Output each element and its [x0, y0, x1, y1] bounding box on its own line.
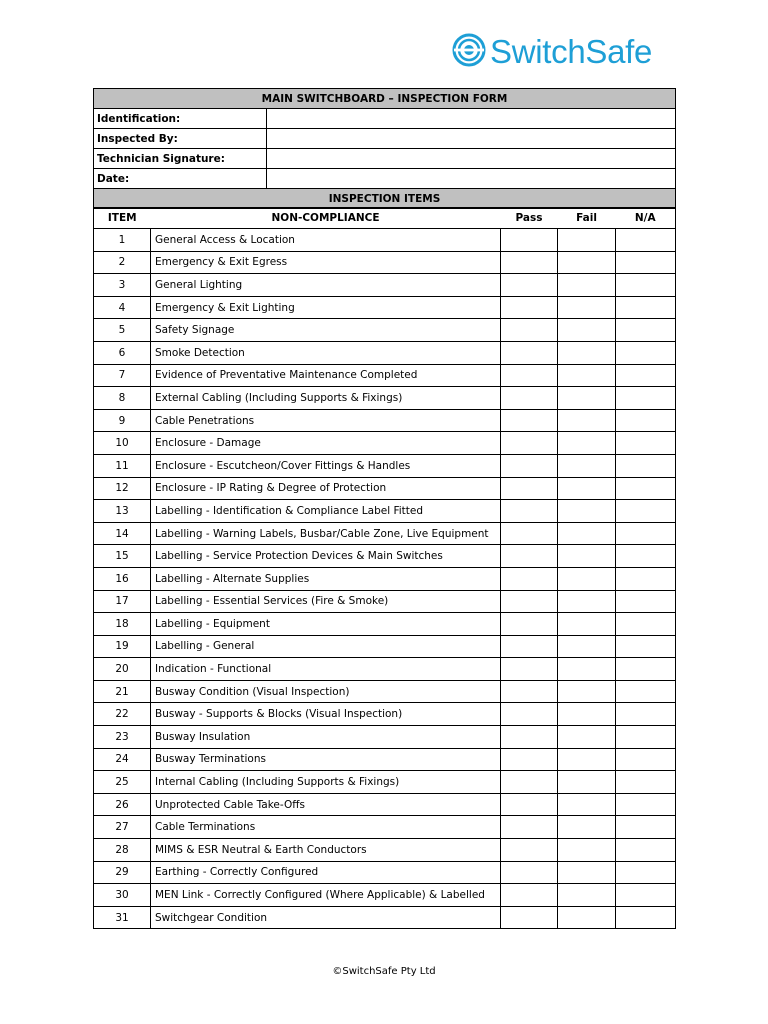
na-cell[interactable]: [616, 906, 676, 929]
date-field[interactable]: [267, 169, 676, 189]
na-cell[interactable]: [616, 341, 676, 364]
inspection-items-table: [93, 207, 676, 929]
item-number: 3: [94, 274, 151, 297]
na-cell[interactable]: [616, 229, 676, 252]
fail-cell[interactable]: [558, 274, 616, 297]
pass-cell[interactable]: [501, 906, 558, 929]
fail-cell[interactable]: [558, 590, 616, 613]
fail-column-header: Fail: [558, 208, 616, 229]
pass-cell[interactable]: [501, 567, 558, 590]
item-description: Enclosure - IP Rating & Degree of Protection: [151, 477, 501, 500]
item-description: Internal Cabling (Including Supports & Fixings): [151, 771, 501, 794]
na-cell[interactable]: [616, 884, 676, 907]
item-number: 25: [94, 771, 151, 794]
item-description: Enclosure - Escutcheon/Cover Fittings & Handles: [151, 454, 501, 477]
na-cell[interactable]: [616, 364, 676, 387]
table-row: [94, 454, 676, 477]
na-cell[interactable]: [616, 839, 676, 862]
item-description: Busway Terminations: [151, 748, 501, 771]
item-number: 10: [94, 432, 151, 455]
pass-cell[interactable]: [501, 432, 558, 455]
table-row: [94, 884, 676, 907]
pass-cell[interactable]: [501, 545, 558, 568]
item-description: Labelling - Warning Labels, Busbar/Cable Zone, Live Equipment: [151, 522, 501, 545]
item-number: 22: [94, 703, 151, 726]
pass-cell[interactable]: [501, 296, 558, 319]
fail-cell[interactable]: [558, 906, 616, 929]
item-description: Unprotected Cable Take-Offs: [151, 793, 501, 816]
na-cell[interactable]: [616, 748, 676, 771]
table-row: [94, 545, 676, 568]
pass-cell[interactable]: [501, 748, 558, 771]
pass-cell[interactable]: [501, 590, 558, 613]
fail-cell[interactable]: [558, 341, 616, 364]
na-cell[interactable]: [616, 680, 676, 703]
fail-cell[interactable]: [558, 432, 616, 455]
inspection-form-header: [93, 88, 676, 209]
item-column-header: ITEM: [94, 208, 151, 229]
table-row: [94, 274, 676, 297]
pass-cell[interactable]: [501, 658, 558, 681]
table-row: [94, 522, 676, 545]
item-description: Enclosure - Damage: [151, 432, 501, 455]
table-row: [94, 748, 676, 771]
table-row: [94, 839, 676, 862]
item-description: Busway Insulation: [151, 726, 501, 749]
item-description: Indication - Functional: [151, 658, 501, 681]
pass-cell[interactable]: [501, 816, 558, 839]
fail-cell[interactable]: [558, 364, 616, 387]
item-number: 30: [94, 884, 151, 907]
table-row: [94, 364, 676, 387]
table-row: [94, 590, 676, 613]
item-number: 29: [94, 861, 151, 884]
na-cell[interactable]: [616, 635, 676, 658]
na-cell[interactable]: [616, 726, 676, 749]
na-cell[interactable]: [616, 771, 676, 794]
na-cell[interactable]: [616, 454, 676, 477]
table-row: [94, 500, 676, 523]
fail-cell[interactable]: [558, 500, 616, 523]
pass-cell[interactable]: [501, 703, 558, 726]
na-cell[interactable]: [616, 274, 676, 297]
pass-cell[interactable]: [501, 319, 558, 342]
item-number: 24: [94, 748, 151, 771]
pass-cell[interactable]: [501, 500, 558, 523]
na-cell[interactable]: [616, 793, 676, 816]
table-row: [94, 296, 676, 319]
na-cell[interactable]: [616, 500, 676, 523]
brand-logo: [452, 30, 652, 74]
table-row: [94, 387, 676, 410]
na-cell[interactable]: [616, 477, 676, 500]
item-number: 15: [94, 545, 151, 568]
item-number: 17: [94, 590, 151, 613]
fail-cell[interactable]: [558, 861, 616, 884]
pass-cell[interactable]: [501, 364, 558, 387]
item-number: 28: [94, 839, 151, 862]
section-title: INSPECTION ITEMS: [94, 189, 676, 209]
pass-cell[interactable]: [501, 861, 558, 884]
pass-cell[interactable]: [501, 387, 558, 410]
fail-cell[interactable]: [558, 703, 616, 726]
fail-cell[interactable]: [558, 296, 616, 319]
table-row: [94, 861, 676, 884]
na-cell[interactable]: [616, 545, 676, 568]
na-cell[interactable]: [616, 658, 676, 681]
na-cell[interactable]: [616, 432, 676, 455]
fail-cell[interactable]: [558, 658, 616, 681]
table-row: [94, 658, 676, 681]
fail-cell[interactable]: [558, 477, 616, 500]
table-row: [94, 680, 676, 703]
item-number: 11: [94, 454, 151, 477]
item-number: 6: [94, 341, 151, 364]
pass-cell[interactable]: [501, 454, 558, 477]
identification-field[interactable]: [267, 109, 676, 129]
item-description: Labelling - Service Protection Devices & Main Switches: [151, 545, 501, 568]
na-cell[interactable]: [616, 613, 676, 636]
item-description: Labelling - Equipment: [151, 613, 501, 636]
form-title: MAIN SWITCHBOARD – INSPECTION FORM: [94, 89, 676, 109]
na-cell[interactable]: [616, 296, 676, 319]
item-number: 8: [94, 387, 151, 410]
na-cell[interactable]: [616, 703, 676, 726]
na-cell[interactable]: [616, 861, 676, 884]
na-cell[interactable]: [616, 251, 676, 274]
table-row: [94, 432, 676, 455]
table-row: [94, 229, 676, 252]
brand-name: SwitchSafe: [490, 33, 653, 70]
item-description: Labelling - General: [151, 635, 501, 658]
item-number: 1: [94, 229, 151, 252]
pass-cell[interactable]: [501, 680, 558, 703]
fail-cell[interactable]: [558, 522, 616, 545]
na-cell[interactable]: [616, 387, 676, 410]
item-description: Cable Terminations: [151, 816, 501, 839]
items-header-row: [94, 208, 676, 229]
pass-cell[interactable]: [501, 522, 558, 545]
fail-cell[interactable]: [558, 748, 616, 771]
technician-signature-label: Technician Signature:: [94, 149, 267, 169]
fail-cell[interactable]: [558, 387, 616, 410]
table-row: [94, 816, 676, 839]
item-number: 14: [94, 522, 151, 545]
pass-cell[interactable]: [501, 409, 558, 432]
concentric-circles-icon: [452, 33, 486, 71]
fail-cell[interactable]: [558, 680, 616, 703]
fail-cell[interactable]: [558, 229, 616, 252]
fail-cell[interactable]: [558, 251, 616, 274]
item-description: Evidence of Preventative Maintenance Completed: [151, 364, 501, 387]
table-row: [94, 906, 676, 929]
item-number: 31: [94, 906, 151, 929]
pass-cell[interactable]: [501, 793, 558, 816]
item-description: Labelling - Essential Services (Fire & Smoke): [151, 590, 501, 613]
pass-column-header: Pass: [501, 208, 558, 229]
pass-cell[interactable]: [501, 251, 558, 274]
na-cell[interactable]: [616, 319, 676, 342]
item-description: Switchgear Condition: [151, 906, 501, 929]
na-cell[interactable]: [616, 409, 676, 432]
table-row: [94, 567, 676, 590]
na-cell[interactable]: [616, 816, 676, 839]
table-row: [94, 771, 676, 794]
technician-signature-field[interactable]: [267, 149, 676, 169]
table-row: [94, 726, 676, 749]
item-number: 4: [94, 296, 151, 319]
item-number: 16: [94, 567, 151, 590]
na-cell[interactable]: [616, 522, 676, 545]
table-row: [94, 477, 676, 500]
item-description: General Lighting: [151, 274, 501, 297]
item-number: 18: [94, 613, 151, 636]
pass-cell[interactable]: [501, 839, 558, 862]
pass-cell[interactable]: [501, 884, 558, 907]
pass-cell[interactable]: [501, 477, 558, 500]
pass-cell[interactable]: [501, 613, 558, 636]
item-description: Emergency & Exit Egress: [151, 251, 501, 274]
pass-cell[interactable]: [501, 635, 558, 658]
pass-cell[interactable]: [501, 341, 558, 364]
item-number: 7: [94, 364, 151, 387]
table-row: [94, 409, 676, 432]
footer-copyright: ©SwitchSafe Pty Ltd: [332, 966, 436, 977]
pass-cell[interactable]: [501, 771, 558, 794]
item-description: Cable Penetrations: [151, 409, 501, 432]
fail-cell[interactable]: [558, 771, 616, 794]
item-description: Emergency & Exit Lighting: [151, 296, 501, 319]
table-row: [94, 793, 676, 816]
item-description: Smoke Detection: [151, 341, 501, 364]
na-cell[interactable]: [616, 590, 676, 613]
item-description: Labelling - Identification & Compliance Label Fitted: [151, 500, 501, 523]
item-number: 13: [94, 500, 151, 523]
table-row: [94, 613, 676, 636]
fail-cell[interactable]: [558, 726, 616, 749]
fail-cell[interactable]: [558, 839, 616, 862]
identification-label: Identification:: [94, 109, 267, 129]
fail-cell[interactable]: [558, 816, 616, 839]
item-number: 23: [94, 726, 151, 749]
fail-cell[interactable]: [558, 409, 616, 432]
item-number: 26: [94, 793, 151, 816]
item-description: Safety Signage: [151, 319, 501, 342]
item-number: 27: [94, 816, 151, 839]
fail-cell[interactable]: [558, 635, 616, 658]
fail-cell[interactable]: [558, 454, 616, 477]
fail-cell[interactable]: [558, 319, 616, 342]
item-number: 2: [94, 251, 151, 274]
item-number: 21: [94, 680, 151, 703]
pass-cell[interactable]: [501, 229, 558, 252]
item-number: 19: [94, 635, 151, 658]
non-compliance-column-header: NON-COMPLIANCE: [151, 208, 501, 229]
item-description: MEN Link - Correctly Configured (Where Applicable) & Labelled: [151, 884, 501, 907]
fail-cell[interactable]: [558, 545, 616, 568]
date-label: Date:: [94, 169, 267, 189]
na-cell[interactable]: [616, 567, 676, 590]
pass-cell[interactable]: [501, 726, 558, 749]
fail-cell[interactable]: [558, 793, 616, 816]
table-row: [94, 251, 676, 274]
item-number: 20: [94, 658, 151, 681]
inspected-by-label: Inspected By:: [94, 129, 267, 149]
item-description: General Access & Location: [151, 229, 501, 252]
item-number: 9: [94, 409, 151, 432]
fail-cell[interactable]: [558, 884, 616, 907]
table-row: [94, 635, 676, 658]
item-number: 5: [94, 319, 151, 342]
table-row: [94, 703, 676, 726]
item-number: 12: [94, 477, 151, 500]
item-description: Busway Condition (Visual Inspection): [151, 680, 501, 703]
fail-cell[interactable]: [558, 567, 616, 590]
na-column-header: N/A: [616, 208, 676, 229]
fail-cell[interactable]: [558, 613, 616, 636]
table-row: [94, 341, 676, 364]
item-description: Busway - Supports & Blocks (Visual Inspection): [151, 703, 501, 726]
item-description: Earthing - Correctly Configured: [151, 861, 501, 884]
inspected-by-field[interactable]: [267, 129, 676, 149]
table-row: [94, 319, 676, 342]
pass-cell[interactable]: [501, 274, 558, 297]
item-description: External Cabling (Including Supports & Fixings): [151, 387, 501, 410]
item-description: MIMS & ESR Neutral & Earth Conductors: [151, 839, 501, 862]
item-description: Labelling - Alternate Supplies: [151, 567, 501, 590]
